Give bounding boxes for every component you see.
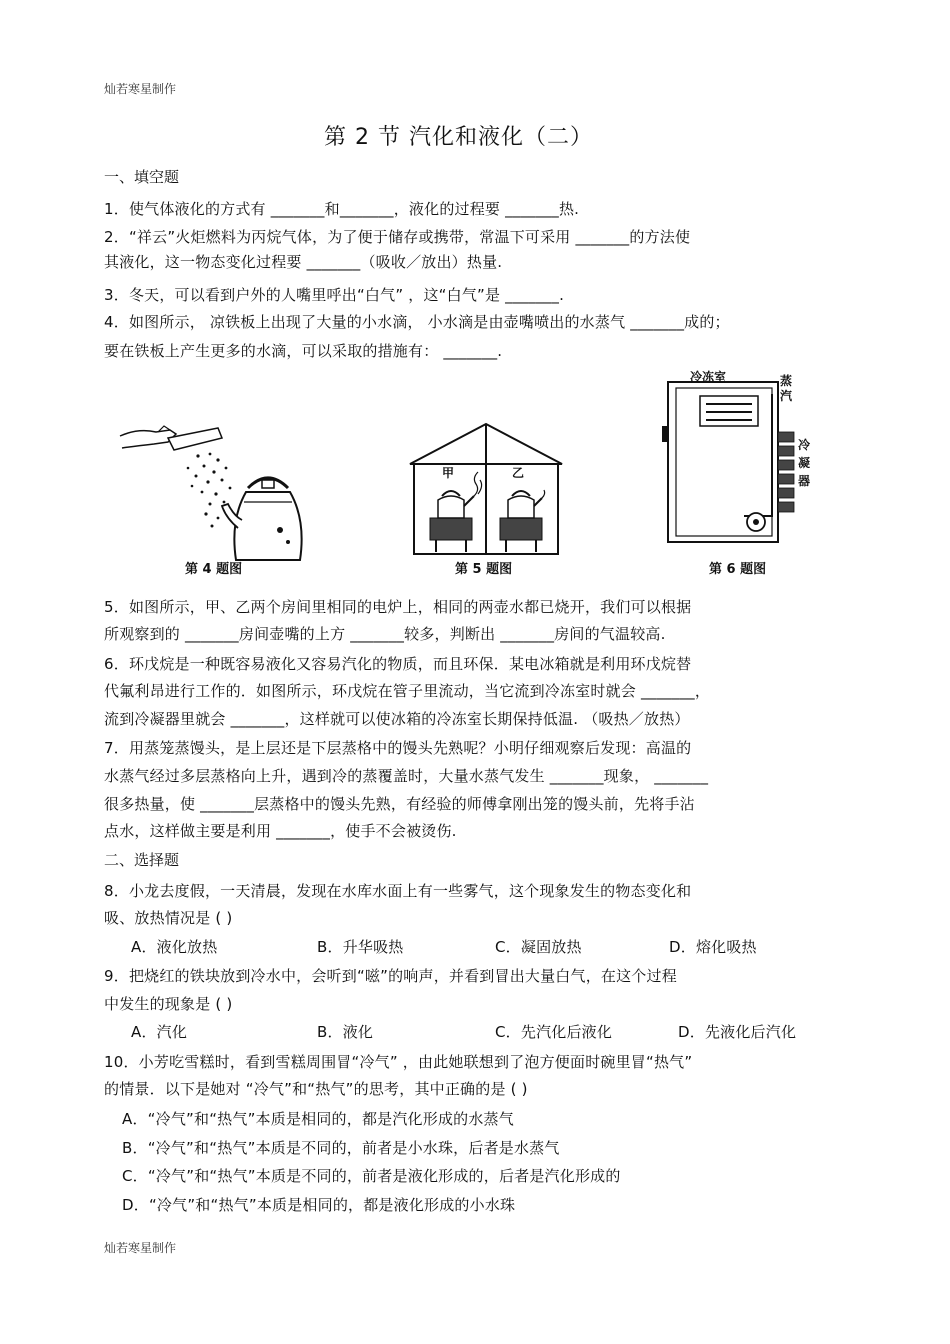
- condenser-label: 冷凝器: [798, 438, 811, 488]
- question-8-option-d: D．熔化吸热: [669, 938, 757, 956]
- page-header: 灿若寒星制作: [104, 82, 177, 96]
- figure-5-caption: 第 5 题图: [455, 562, 513, 577]
- question-7-line-4: 点水，这样做主要是利用 _______，使手不会被烫伤.: [104, 822, 457, 840]
- question-7-line-3: 很多热量，使 _______层蒸格中的馒头先熟，有经验的师傅拿刚出笼的馒头前，先将手沾: [104, 795, 695, 813]
- section-fill-heading: 一、填空题: [104, 168, 180, 186]
- page-footer: 灿若寒星制作: [104, 1241, 177, 1255]
- question-9-option-b: B．液化: [317, 1023, 374, 1041]
- question-4-line-1: 4．如图所示， 凉铁板上出现了大量的小水滴， 小水滴是由壶嘴喷出的水蒸气 _______成的；: [104, 313, 730, 331]
- question-5-line-2: 所观察到的 _______房间壶嘴的上方 _______较多，判断出 _______房间的气温较高.: [104, 625, 666, 643]
- question-10-option-c: C．“冷气”和“热气”本质是不同的，前者是液化形成的，后者是汽化形成的: [122, 1167, 621, 1185]
- question-9-option-d: D．先液化后汽化: [678, 1023, 797, 1041]
- question-7-line-1: 7．用蒸笼蒸馒头，是上层还是下层蒸格中的馒头先熟呢？小明仔细观察后发现：高温的: [104, 739, 692, 757]
- room-a-label: 甲: [442, 466, 455, 480]
- section-choice-heading: 二、选择题: [104, 851, 180, 869]
- question-7-line-2: 水蒸气经过多层蒸格向上升，遇到冷的蒸覆盖时，大量水蒸气发生 _______现象， _______: [104, 767, 709, 785]
- figure-4-caption: 第 4 题图: [185, 562, 243, 577]
- room-b-label: 乙: [512, 466, 525, 480]
- question-8-line-1: 8．小龙去度假，一天清晨，发现在水库水面上有一些雾气，这个现象发生的物态变化和: [104, 882, 692, 900]
- page-title: 第 2 节 汽化和液化（二）: [324, 125, 593, 150]
- question-6-line-1: 6．环戊烷是一种既容易液化又容易汽化的物质，而且环保．某电冰箱就是利用环戊烷替: [104, 655, 692, 673]
- question-9-line-1: 9．把烧红的铁块放到冷水中，会听到“嗞”的响声，并看到冒出大量白气，在这个过程: [104, 967, 677, 985]
- question-1: 1．使气体液化的方式有 _______和_______，液化的过程要 _______热.: [104, 200, 580, 218]
- question-8-option-b: B．升华吸热: [317, 938, 404, 956]
- figure-5: [406, 420, 566, 555]
- question-8-line-2: 吸、放热情况是 ( ): [104, 909, 233, 927]
- question-2-line-2: 其液化，这一物态变化过程要 _______（吸收／放出）热量.: [104, 253, 503, 271]
- figure-6-caption: 第 6 题图: [709, 562, 767, 577]
- question-9-line-2: 中发生的现象是 ( ): [104, 995, 233, 1013]
- question-10-line-1: 10．小芳吃雪糕时，看到雪糕周围冒“冷气” ，由此她联想到了泡方便面时碗里冒“热气”: [104, 1053, 693, 1071]
- question-6-line-3: 流到冷凝器里就会 _______，这样就可以使冰箱的冷冻室长期保持低温. （吸热／放热）: [104, 710, 690, 728]
- question-4-line-2: 要在铁板上产生更多的水滴，可以采取的措施有： _______.: [104, 342, 503, 360]
- question-9-option-a: A．汽化: [131, 1023, 188, 1041]
- question-10-line-2: 的情景．以下是她对 “冷气”和“热气”的思考，其中正确的是 ( ): [104, 1080, 528, 1098]
- steam-label: 蒸汽: [780, 374, 793, 403]
- question-3: 3．冬天，可以看到户外的人嘴里呼出“白气” ，这“白气”是 _______.: [104, 286, 565, 304]
- figure-6: [660, 366, 810, 551]
- question-5-line-1: 5．如图所示，甲、乙两个房间里相同的电炉上，相同的两壶水都已烧开，我们可以根据: [104, 598, 692, 616]
- question-6-line-2: 代氟利昂进行工作的．如图所示，环戊烷在管子里流动，当它流到冷冻室时就会 _______，: [104, 682, 711, 700]
- question-10-option-b: B．“冷气”和“热气”本质是不同的，前者是小水珠，后者是水蒸气: [122, 1139, 560, 1157]
- question-10-option-d: D．“冷气”和“热气”本质是相同的，都是液化形成的小水珠: [122, 1196, 516, 1214]
- figure-4: [118, 410, 318, 580]
- question-9-option-c: C．先汽化后液化: [495, 1023, 613, 1041]
- question-8-option-c: C．凝固放热: [495, 938, 582, 956]
- question-10-option-a: A．“冷气”和“热气”本质是相同的，都是汽化形成的水蒸气: [122, 1110, 514, 1128]
- question-8-option-a: A．液化放热: [131, 938, 218, 956]
- question-2-line-1: 2．“祥云”火炬燃料为丙烷气体，为了便于储存或携带，常温下可采用 _______的方法使: [104, 228, 691, 246]
- freezer-label: 冷冻室: [690, 370, 727, 384]
